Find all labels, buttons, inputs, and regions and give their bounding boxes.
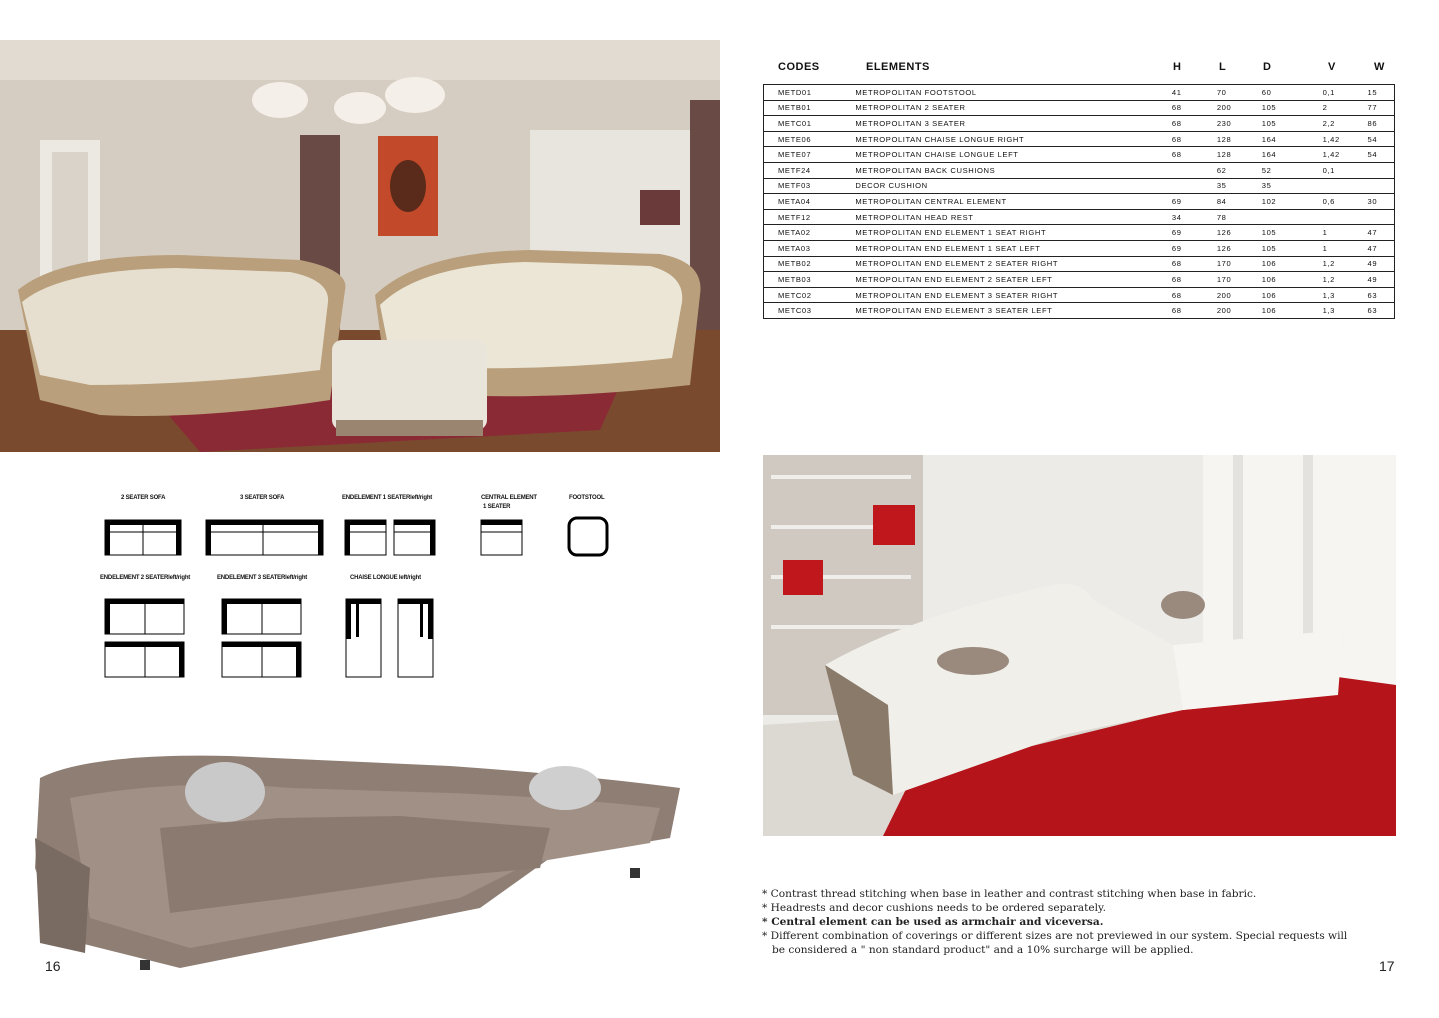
cell-v: 1 <box>1309 240 1354 256</box>
cell-w: 47 <box>1354 240 1395 256</box>
cell-h <box>1158 178 1203 194</box>
table-row <box>764 272 1395 288</box>
cell-code: METC01 <box>764 116 842 132</box>
grey-sofa-photo <box>30 748 690 978</box>
note-4: * Different combination of coverings or different sizes are not previewed in our system. Special requests will <box>762 930 1348 942</box>
cell-d: 105 <box>1248 100 1309 116</box>
cell-element: METROPOLITAN CHAISE LONGUE LEFT <box>841 147 1158 163</box>
table-row <box>764 100 1395 116</box>
cell-l: 128 <box>1203 131 1248 147</box>
cell-h: 34 <box>1158 209 1203 225</box>
cell-code: META03 <box>764 240 842 256</box>
cell-h: 68 <box>1158 272 1203 288</box>
cell-code: METB03 <box>764 272 842 288</box>
header-d: D <box>1263 61 1272 73</box>
table-row <box>764 209 1395 225</box>
cell-code: METE06 <box>764 131 842 147</box>
header-elements: ELEMENTS <box>866 61 930 73</box>
cell-code: METC03 <box>764 303 842 319</box>
cell-w <box>1354 178 1395 194</box>
cell-l: 126 <box>1203 240 1248 256</box>
cell-code: META02 <box>764 225 842 241</box>
cell-element: METROPOLITAN CENTRAL ELEMENT <box>841 194 1158 210</box>
cell-w: 86 <box>1354 116 1395 132</box>
cell-element: METROPOLITAN END ELEMENT 2 SEATER RIGHT <box>841 256 1158 272</box>
cell-v: 1,2 <box>1309 256 1354 272</box>
cell-v: 1,3 <box>1309 287 1354 303</box>
cell-w: 54 <box>1354 147 1395 163</box>
label-end-3-seater: ENDELEMENT 3 SEATERleft/right <box>217 575 308 581</box>
table-row <box>764 147 1395 163</box>
note-5: be considered a " non standard product" and a 10% surcharge will be applied. <box>772 944 1194 956</box>
cell-h <box>1158 162 1203 178</box>
cell-v: 1 <box>1309 225 1354 241</box>
cell-v: 2 <box>1309 100 1354 116</box>
cell-d: 106 <box>1248 287 1309 303</box>
cell-l: 200 <box>1203 100 1248 116</box>
table-row <box>764 178 1395 194</box>
cell-d: 164 <box>1248 147 1309 163</box>
cell-code: METB02 <box>764 256 842 272</box>
cell-l: 200 <box>1203 287 1248 303</box>
cell-element: METROPOLITAN END ELEMENT 1 SEAT RIGHT <box>841 225 1158 241</box>
cell-element: METROPOLITAN CHAISE LONGUE RIGHT <box>841 131 1158 147</box>
label-end-1-seater: ENDELEMENT 1 SEATERleft/right <box>342 495 433 501</box>
cell-h: 68 <box>1158 303 1203 319</box>
table-row <box>764 256 1395 272</box>
cell-code: META04 <box>764 194 842 210</box>
label-central-element: CENTRAL ELEMENT <box>481 495 537 501</box>
cell-h: 68 <box>1158 116 1203 132</box>
cell-h: 69 <box>1158 240 1203 256</box>
cell-w: 54 <box>1354 131 1395 147</box>
cell-w: 77 <box>1354 100 1395 116</box>
cell-w: 49 <box>1354 256 1395 272</box>
living-room-photo <box>0 40 720 452</box>
cell-l: 62 <box>1203 162 1248 178</box>
page-number-left: 16 <box>45 958 61 974</box>
cell-h: 69 <box>1158 225 1203 241</box>
cell-h: 69 <box>1158 194 1203 210</box>
table-row <box>764 162 1395 178</box>
cell-element: DECOR CUSHION <box>841 178 1158 194</box>
cell-element: METROPOLITAN END ELEMENT 1 SEAT LEFT <box>841 240 1158 256</box>
cell-element: METROPOLITAN HEAD REST <box>841 209 1158 225</box>
cell-w <box>1354 209 1395 225</box>
cell-w: 63 <box>1354 303 1395 319</box>
cell-d: 106 <box>1248 272 1309 288</box>
dimensions-table <box>763 84 1395 319</box>
cell-h: 68 <box>1158 287 1203 303</box>
cell-l: 170 <box>1203 272 1248 288</box>
cell-element: METROPOLITAN 2 SEATER <box>841 100 1158 116</box>
table-row <box>764 85 1395 101</box>
table-row <box>764 303 1395 319</box>
schematics-row-1 <box>100 514 620 564</box>
note-3: * Central element can be used as armchair and viceversa. <box>762 916 1104 928</box>
cell-element: METROPOLITAN BACK CUSHIONS <box>841 162 1158 178</box>
cell-code: METF03 <box>764 178 842 194</box>
cell-h: 41 <box>1158 85 1203 101</box>
cell-d: 102 <box>1248 194 1309 210</box>
cell-code: METB01 <box>764 100 842 116</box>
cell-l: 84 <box>1203 194 1248 210</box>
header-h: H <box>1173 61 1182 73</box>
cell-l: 200 <box>1203 303 1248 319</box>
cell-v: 1,42 <box>1309 131 1354 147</box>
schematics-row-2 <box>100 594 440 684</box>
header-l: L <box>1219 61 1227 73</box>
cell-l: 230 <box>1203 116 1248 132</box>
cell-v: 1,2 <box>1309 272 1354 288</box>
cell-d: 52 <box>1248 162 1309 178</box>
living-room-illustration <box>0 40 720 452</box>
cell-element: METROPOLITAN END ELEMENT 3 SEATER RIGHT <box>841 287 1158 303</box>
header-w: W <box>1374 61 1385 73</box>
cell-code: METF12 <box>764 209 842 225</box>
cell-h: 68 <box>1158 147 1203 163</box>
page-number-right: 17 <box>1379 958 1395 974</box>
dimensions-table-body <box>764 85 1395 319</box>
cell-element: METROPOLITAN END ELEMENT 3 SEATER LEFT <box>841 303 1158 319</box>
notes <box>762 887 1382 957</box>
cell-v <box>1309 209 1354 225</box>
cell-l: 170 <box>1203 256 1248 272</box>
table-row <box>764 287 1395 303</box>
cell-l: 35 <box>1203 178 1248 194</box>
cell-code: METE07 <box>764 147 842 163</box>
label-2-seater: 2 SEATER SOFA <box>121 495 166 501</box>
table-row <box>764 225 1395 241</box>
cell-l: 70 <box>1203 85 1248 101</box>
cell-d: 105 <box>1248 116 1309 132</box>
cell-d: 105 <box>1248 225 1309 241</box>
header-v: V <box>1328 61 1336 73</box>
cell-d <box>1248 209 1309 225</box>
cell-code: METF24 <box>764 162 842 178</box>
cell-h: 68 <box>1158 256 1203 272</box>
cell-d: 106 <box>1248 256 1309 272</box>
cell-w: 63 <box>1354 287 1395 303</box>
cell-w: 49 <box>1354 272 1395 288</box>
cell-l: 128 <box>1203 147 1248 163</box>
label-footstool: FOOTSTOOL <box>569 495 605 501</box>
label-central-1-seater: 1 SEATER <box>483 504 511 510</box>
cell-element: METROPOLITAN 3 SEATER <box>841 116 1158 132</box>
table-row <box>764 116 1395 132</box>
label-3-seater: 3 SEATER SOFA <box>240 495 285 501</box>
cell-l: 78 <box>1203 209 1248 225</box>
label-chaise-longue: CHAISE LONGUE left/right <box>350 575 421 581</box>
cell-d: 35 <box>1248 178 1309 194</box>
cell-code: METD01 <box>764 85 842 101</box>
corner-sofa-illustration <box>763 455 1396 836</box>
note-1: * Contrast thread stitching when base in leather and contrast stitching when base in fabric. <box>762 888 1257 900</box>
corner-sofa-photo <box>763 455 1396 836</box>
cell-l: 126 <box>1203 225 1248 241</box>
cell-v <box>1309 178 1354 194</box>
cell-v: 2,2 <box>1309 116 1354 132</box>
cell-v: 0,1 <box>1309 162 1354 178</box>
cell-v: 0,1 <box>1309 85 1354 101</box>
cell-v: 1,42 <box>1309 147 1354 163</box>
header-codes: CODES <box>778 61 820 73</box>
table-row <box>764 240 1395 256</box>
table-row <box>764 194 1395 210</box>
cell-v: 1,3 <box>1309 303 1354 319</box>
cell-w: 15 <box>1354 85 1395 101</box>
note-2: * Headrests and decor cushions needs to be ordered separately. <box>762 902 1106 914</box>
cell-d: 164 <box>1248 131 1309 147</box>
cell-w: 30 <box>1354 194 1395 210</box>
cell-h: 68 <box>1158 131 1203 147</box>
cell-w <box>1354 162 1395 178</box>
table-row <box>764 131 1395 147</box>
cell-v: 0,6 <box>1309 194 1354 210</box>
label-end-2-seater: ENDELEMENT 2 SEATERleft/right <box>100 575 191 581</box>
grey-sofa-illustration <box>30 748 690 978</box>
cell-d: 105 <box>1248 240 1309 256</box>
cell-h: 68 <box>1158 100 1203 116</box>
cell-element: METROPOLITAN FOOTSTOOL <box>841 85 1158 101</box>
cell-code: METC02 <box>764 287 842 303</box>
cell-element: METROPOLITAN END ELEMENT 2 SEATER LEFT <box>841 272 1158 288</box>
cell-d: 60 <box>1248 85 1309 101</box>
cell-w: 47 <box>1354 225 1395 241</box>
cell-d: 106 <box>1248 303 1309 319</box>
